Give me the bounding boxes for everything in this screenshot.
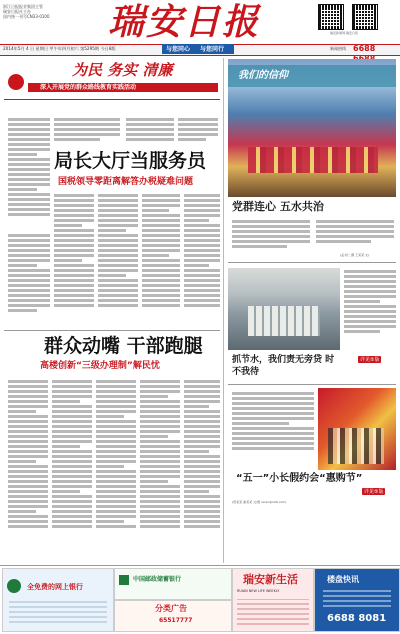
masthead-title: 瑞安日报 xyxy=(108,1,261,43)
article1-column-3 xyxy=(126,116,174,146)
right-bottom-body xyxy=(232,390,314,470)
ad-property-news[interactable] xyxy=(314,568,400,632)
article1-subtitle: 国税领导零距离解答办税疑难问题 xyxy=(58,177,194,187)
ad-classified-phone: 65517777 xyxy=(159,617,193,624)
right-bottom-credit: (郑某某 谢某某 文/图 rarao@126.com) xyxy=(232,500,287,504)
article1-column-2 xyxy=(54,116,120,146)
article2-title: 群众动嘴 干部跑腿 xyxy=(44,335,203,357)
party-emblem-icon xyxy=(8,74,24,90)
ad-new-life-body xyxy=(237,599,309,625)
qr-code-1 xyxy=(318,4,344,30)
date-text: 2014年5月 4 日 星期日 甲午年四月初六 第5295期 今日8版 xyxy=(3,46,116,51)
shopping-photo-figures xyxy=(328,428,384,464)
qr-caption: 瑞安新闻网·瑞安日报 xyxy=(330,31,358,35)
article1-body-a xyxy=(54,192,94,324)
photo-banner-text: 我们的信仰 xyxy=(238,70,288,81)
right-mid-page-ref[interactable]: 详见②版 xyxy=(360,357,380,363)
ad-online-bank-body xyxy=(9,599,107,623)
qr-code-2 xyxy=(352,4,378,30)
article2-body-d xyxy=(140,378,180,556)
right-mid-title: 抓节水，我们责无旁贷 时不我待 xyxy=(232,355,335,377)
article1-body-d xyxy=(184,192,220,324)
hotline-label: 新闻热线 xyxy=(330,46,346,51)
ad-postal-bank[interactable] xyxy=(114,568,232,600)
ad-new-life-sub: RUIAN NEW LIFE WEEKLY xyxy=(237,589,280,593)
article1-lower-left xyxy=(8,232,50,327)
ad-area-rule xyxy=(0,565,400,566)
main-top-rule xyxy=(4,99,220,100)
ad-property-news-body xyxy=(323,589,391,607)
ad-new-life-title: 瑞安新生活 xyxy=(243,573,298,586)
water-photo xyxy=(228,268,340,350)
ad-online-bank-title: 全免费的网上银行 xyxy=(27,583,83,591)
masthead-publisher-line: 浙江日报报业集团主管 xyxy=(3,4,43,9)
right-top-photo xyxy=(228,59,396,197)
article1-column-4 xyxy=(178,116,218,146)
right-mid-body xyxy=(344,268,396,350)
stage-figures xyxy=(248,147,378,173)
divider-rule-1 xyxy=(4,330,220,331)
right-bottom-title: “五一”小长假约会“惠购节” xyxy=(236,473,363,484)
article1-lead-column xyxy=(8,116,50,228)
ad-online-bank[interactable] xyxy=(2,568,114,632)
divider-rule-right-2 xyxy=(228,384,396,385)
column-subheader: 深入开展党的群众路线教育实践活动 xyxy=(40,84,137,91)
ad-property-news-phone: 6688 8081 xyxy=(327,613,387,624)
article2-body-a xyxy=(8,378,48,556)
masthead-left-info xyxy=(3,4,83,19)
slogan-2: 与您同行 xyxy=(200,46,225,53)
masthead-host-line: 瑞安日报社主办 xyxy=(3,9,31,14)
ad-online-bank-logo-icon xyxy=(7,579,21,593)
ad-classified-title: 分类广告 xyxy=(155,604,187,613)
right-top-caption: (孟书仁 摄 王某某 文) xyxy=(340,253,370,257)
ad-new-life[interactable] xyxy=(232,568,314,632)
right-top-body-b xyxy=(316,218,394,258)
ad-property-news-title: 楼盘快讯 xyxy=(327,575,359,584)
masthead-issn-line: 国内统一刊号CN33-0100 xyxy=(3,14,50,19)
water-photo-tank xyxy=(248,306,320,336)
article2-body-b xyxy=(52,378,92,556)
article2-body-c xyxy=(96,378,136,556)
divider-rule-right-1 xyxy=(228,262,396,263)
right-top-body-a xyxy=(232,218,310,258)
article2-body-e xyxy=(184,378,220,556)
hotline-number: 6688 xyxy=(353,44,376,53)
right-bottom-page-ref[interactable]: 详见⑤版 xyxy=(364,489,384,495)
article1-body-c xyxy=(142,192,180,324)
article1-body-b xyxy=(98,192,138,324)
column-divider xyxy=(223,58,224,563)
article1-title: 局长大厅当服务员 xyxy=(54,150,207,172)
ad-classified[interactable] xyxy=(114,600,232,632)
column-header: 为民 务实 清廉 xyxy=(72,61,173,79)
ad-postal-bank-logo-icon xyxy=(119,575,129,585)
shopping-photo xyxy=(318,388,396,470)
article2-subtitle: 高楼创新“三级办理制”解民忧 xyxy=(40,361,160,371)
slogan-1: 与您同心 xyxy=(166,46,191,53)
right-top-title: 党群连心 五水共治 xyxy=(232,200,324,213)
ad-postal-bank-title: 中国邮政储蓄银行 xyxy=(133,576,182,583)
